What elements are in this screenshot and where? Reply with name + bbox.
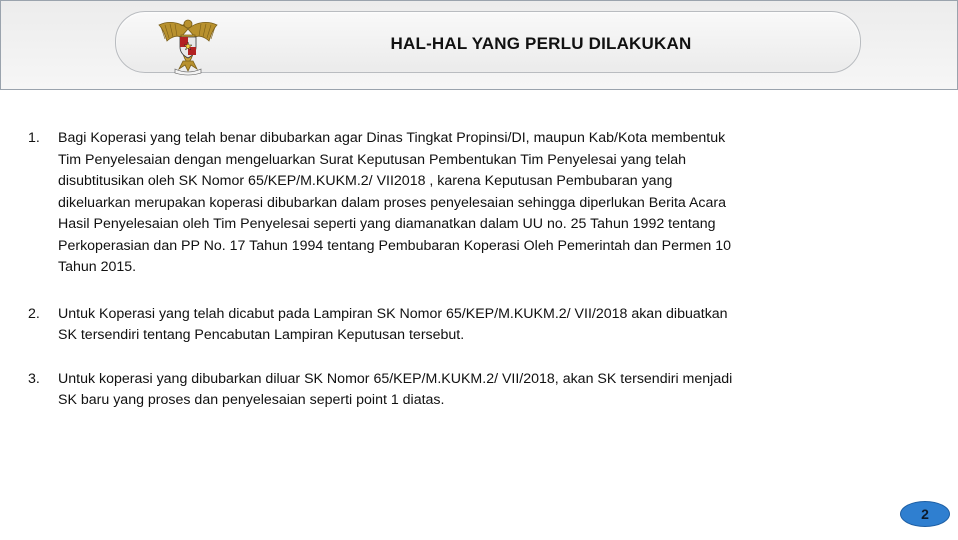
list-item-text: Untuk Koperasi yang telah dicabut pada Lampiran SK Nomor 65/KEP/M.KUKM.2/ VII/2018 akan dibuatkan SK tersendiri tentang Pencabutan Lampiran Keputusan tersebut. [58, 305, 728, 343]
list-item-number: 1. [28, 130, 40, 146]
page-title: HAL-HAL YANG PERLU DILAKUKAN [390, 34, 692, 53]
header-banner [0, 0, 958, 90]
list-item-text: Bagi Koperasi yang telah benar dibubarkan agar Dinas Tingkat Propinsi/DI, maupun Kab/Kota membentuk Tim Penyelesaian dengan mengeluarkan Surat Keputusan Pembentukan Tim Penyelesai yang telah disubtitusikan oleh SK Nomor 65/KEP/M.KUKM.2/ VII2018 , karena Keputusan Pembubaran yang dikeluarkan merupakan koperasi dibubarkan dalam proses penyelesaian sehingga diperlukan Berita Acara Hasil Penyelesaian oleh Tim Penyelesai seperti yang diamanatkan dalam UU no. 25 Tahun 1992 tentang Perkoperasian dan PP No. 17 Tahun 1994 tentang Pembubaran Koperasi Oleh Pemerintah dan Permen 10 Tahun 2015. [58, 130, 732, 275]
list-item [28, 128, 748, 279]
list-item-number: 3. [28, 370, 40, 387]
content-list [28, 128, 748, 412]
list-item [28, 369, 748, 412]
page-number-badge: 2 [900, 501, 950, 527]
list-item-text: Untuk koperasi yang dibubarkan diluar SK Nomor 65/KEP/M.KUKM.2/ VII/2018, akan SK tersendiri menjadi SK baru yang proses dan penyelesaian seperti point 1 diatas. [58, 370, 733, 408]
list-item-number: 2. [28, 305, 40, 322]
garuda-emblem-icon [153, 15, 223, 77]
list-item [28, 304, 748, 347]
